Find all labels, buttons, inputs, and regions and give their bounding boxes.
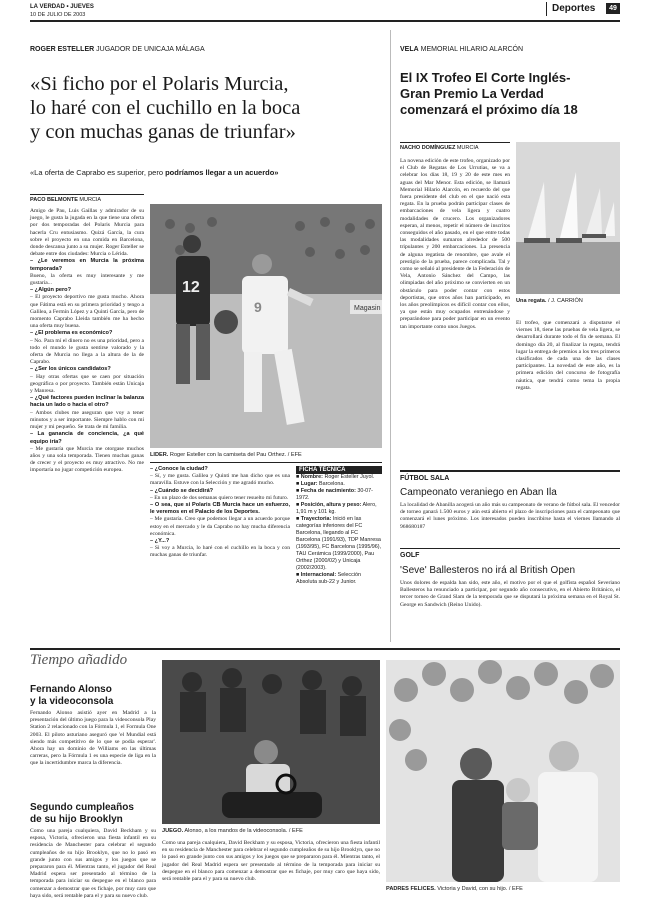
ficha-value: Alero, 1,91 m y 101 kg. [296,502,377,515]
beckham-text-1: Como una pareja cualquiera, David Beckham y su esposa, Victoria, ofrecieron una fiesta infantil en su residencia de Manchester para celebrar el segundo cumpleaños de su hijo Brooklyn, que no lo pasó en grande junto con sus amigos y los juegos que se prepararon para él. Mientras tanto, el jugador del Real Madrid espera ser presentado al término de la temporada para iniciar su despegue en el blanco para comenzar a demostrar que es fichaje, por muy caro que haya sido, será rentable para el y para su nuevo club. [30,828,156,899]
question: – ¿El problema es económico? [30,330,113,337]
videoconsole-photo [162,660,380,824]
deck-text: «La oferta de Caprabo es superior, pero [30,168,166,177]
paragraph: – Sí, y me gusta. Galilea y Quinti me han dicho que es una maravilla. Estuve con la Selección y me agradó mucho. [150,473,290,487]
headline-line: Fernando Alonso [30,684,112,695]
futbol-section: FÚTBOL SALA [400,475,450,482]
ficha-label: Internacional: [300,572,337,578]
golf-section: GOLF [400,552,420,559]
left-deck [30,168,278,177]
question: – ¿Cuándo se decidirá? [150,487,214,494]
vela-column-1: La novena edición de este trofeo, organizado por el Club de Regatas de Los Urrutias, se va a celebrar los días 18, 19 y 20 de este mes en aguas del Mar Menor. Esta edición, se llamará Memorial Hilario Alarcón, en recuerdo del que fuera presidente del club en el que nació esta regata. En la prueba podrán participar clases de embarcaciones de vela ligera y cuatro modalidades de crucero. Los organizadores esperan, al menos, repetir el número de inscritos conseguidos el año pasado, en el que entre todas las modalidades sumaron alrededor de 500 tripulantes y 200 embarcaciones. La presencia de alguna regatista de renombre, que avale el prestigio de la prueba, parece complicada. Tal y como se señaló al presidente de la Federación de Vela, Antonio Sánchez del Campo, las olimpiadas del año próximo se convierten en un obstáculo para poder contar con estos deportistas, que otros años han participado, en los años preolímpicos es difícil contar con ellos, ya que están muy ocupados entrenándose y preparándose para poder participar en un evento tan importante como unos Juegos. [400,158,510,330]
ficha-row: ■ Trayectoria: Inició en las categorías inferiores del FC Barcelona, llegando al FC Barcelona (1991/93), TDP Manresa (1993/95), FC Barcelona (1995/96), TAU Cerámica (1999/2000), Pau Orthez (2000/02) y Unicaja (2002/2003). [296,516,382,571]
futbol-headline: Campeonato veraniego en Aban Ila [400,487,557,498]
regatta-photo-art [516,142,620,294]
question: – ¿Le veremos en Murcia la próxima temporada? [30,258,144,272]
beckham-photo-art [386,660,620,882]
alonso-headline [30,684,156,708]
ficha-value: Inició en las categorías inferiores del FC Barcelona, llegando al FC Barcelona (1991/93), TDP Manresa (1993/95), FC Barcelona (1995/96), TAU Cerámica (1999/2000), Pau Orthez (2000/02) y Unicaja (2002/2003). [296,516,382,571]
right-headline [400,70,628,118]
ficha-row: ■ Nombre: Roger Esteller Juyol. [296,474,375,480]
headline-line: El IX Trofeo El Corte Inglés- [400,70,571,85]
kicker-name: VELA [400,46,419,53]
svg-text:12: 12 [182,279,200,296]
headline-line: Segundo cumpleaños [30,802,134,813]
regatta-caption [516,298,620,305]
page-number: 49 [606,3,620,14]
ficha-label: Nombre: [300,474,323,480]
headline-line: y la videoconsola [30,696,114,707]
basketball-photo [150,204,382,448]
headline-line: y con muchas ganas de triunfar» [30,121,296,143]
byline-place: MURCIA [456,145,479,151]
paragraph: Amigo de Pau, Luis Gaillas y admirador de su juego, le gusta la jugada en la que tiene una oferta por dos temporadas del Polaris Murcia para hacerla Cru entusiasmo. Quizá García, la cura sobre el proyecto en una comida en Barcelona, donde descansa junto a su mujer. Roger Esteller se debate entre dos ciudades: Murcia o Lérida. [30,208,144,258]
question: – O sea, que si Polaris CB Murcia hace un esfuerzo, le veremos en el Palacio de los Deportes. [150,502,290,516]
kicker-description: JUGADOR DE UNICAJA MÁLAGA [96,46,205,53]
regatta-photo [516,142,620,294]
paragraph: – Si voy a Murcia, lo haré con el cuchillo en la boca y con muchas ganas de triunfar. [150,545,290,559]
paragraph: – No. Para mí el dinero no es una prioridad, pero a todo el mundo le gusta sentirse valorado y la oferta de Murcia no llega a la altura de la de Caprabo. [30,337,144,366]
paragraph: – El proyecto deportivo me gusta mucho. Ahora que Fátima está en su primera prioridad y tengo a Galilea, a Fermín López y a Quinti García, pero de momento Caprabo Lleida también me ha hecho una oferta muy buena. [30,294,144,330]
left-headline [30,72,400,144]
futbol-text: La localidad de Abanilla acogerá un año más su campeonato de verano de fútbol sala. El vencedor de torneo ganará 1.500 euros y aún está abierto el plazo de inscripciones para el campeonato que comenzará el lunes próximo. Los interesados pueden inscribirse hasta el viernes llamando al 968680187 [400,502,620,530]
caption-text: Alonso, a los mandos de la videoconsola. / EFE [184,828,303,834]
ficha-value: Roger Esteller Juyol. [324,474,375,480]
headline-line: comenzará el próximo día 18 [400,102,578,117]
futbol-rule [400,470,620,472]
newspaper-name: LA VERDAD • JUEVES [30,4,94,10]
ficha-label: Lugar: [300,481,318,487]
ficha-label: Trayectoria: [300,516,332,522]
left-byline [30,197,101,203]
beckham-caption [386,886,620,893]
question: – ¿Algún pero? [30,287,72,294]
right-byline [400,145,479,151]
paragraph: – Hay otras ofertas que se caen por situación geográfica o por proyecto. También están Unicaja y Manresa. [30,373,144,395]
headline-line: Gran Premio La Verdad [400,86,544,101]
byline-rule [30,194,144,195]
golf-text: Unos dolores de espalda han sido, este año, el motivo por el que el golfista español Severiano Ballesteros ha renunciado a participar, por segundo año consecutivo, en el Abierto Británico, el tercer torneo de Grand Slam de la temporada que se disputará la próxima semana en el Royal St. George en Sandwich (Reino Unido). [400,580,620,608]
alonso-text: Fernando Alonso asistió ayer en Madrid a la presentación del último juego para la videoconsola Play Station 2 relacionado con la Fórmula 1, el Formula One 2003. El piloto asturiano aseguró que 'el Mundial está siendo más competitivo de lo que se podía esperar'. Ahora hay un dominio de Williams en las últimas carreras, pero la Fórmula 1 es una especie de liga en la que la incertidumbre marca la diferencia. [30,710,156,767]
headline-line: de su hijo Brooklyn [30,814,123,825]
left-column-2 [150,466,290,636]
paragraph: – Me gustaría que Murcia me otorgase muchos años y una sola temporada. Tienen muchas ganas de crecer y el proyecto es muy atractivo. No me importaría no jugar competición europea. [30,445,144,474]
paragraph: – En un plazo de dos semanas quiero tener resuelto mi futuro. [150,494,289,501]
ficha-tecnica [296,466,382,636]
byline-place: MURCIA [79,197,102,203]
question: – ¿Ser los únicos candidatos? [30,366,111,373]
beckham-headline [30,802,156,826]
ficha-value: Barcelona. [319,481,345,487]
caption-label: PADRES FELICES. [386,886,436,892]
right-kicker [400,46,523,53]
caption-label: Una regata. [516,298,547,304]
basketball-photo-art [150,204,382,448]
question: – ¿Qué factores pueden inclinar la balanza hacia un lado o hacia el otro? [30,395,144,409]
tiempo-title: Tiempo añadido [30,652,128,668]
ficha-row: ■ Internacional: Selección Absoluta sub-22 y Junior. [296,572,361,585]
ficha-row: ■ Posición, altura y peso: Alero, 1,91 m y 101 kg. [296,502,377,515]
ficha-row: ■ Fecha de nacimiento: 30-07-1972. [296,488,373,501]
ficha-value: Selección Absoluta sub-22 y Junior. [296,572,361,585]
left-kicker [30,46,205,53]
question: – La ganancia de conciencia, ¿a qué equipo iría? [30,431,144,445]
caption-text: Victoria y David, con su hijo. / EFE [437,886,523,892]
paragraph: Bueno, la oferta es muy interesante y me gustaría... [30,272,144,287]
beckham-text-2: Como una pareja cualquiera, David Beckham y su esposa, Victoria, ofrecieron una fiesta infantil en su residencia de Manchester para celebrar el segundo cumpleaños de su hijo Brooklyn, que no lo pasó en grande junto con sus amigos y los juegos que se prepararon para él. Mientras tanto, el jugador del Real Madrid espera ser presentado al término de la temporada para iniciar su despegue en el blanco para comenzar a demostrar que es fichaje, por muy caro que haya sido, será rentable para el y para su nuevo club. [162,840,380,883]
basketball-caption [150,452,382,459]
beckham-family-photo [386,660,620,882]
caption-rule [150,462,382,463]
headline-line: lo haré con el cuchillo en la boca [30,97,301,119]
section-name: Deportes [552,3,596,14]
golf-rule [400,548,620,549]
golf-headline: 'Seve' Ballesteros no irá al British Open [400,565,576,576]
videoconsole-caption [162,828,380,835]
svg-text:9: 9 [254,299,262,315]
caption-label: LIDER. [150,452,169,458]
headline-line: «Si ficho por el Polaris Murcia, [30,73,289,95]
kicker-description: MEMORIAL HILARIO ALARCÓN [420,46,524,53]
question: – ¿Y...? [150,538,170,545]
videoconsole-photo-art [162,660,380,824]
svg-text:Magasin: Magasin [354,305,381,312]
vela-column-2: El trofeo, que comenzará a disputarse el viernes 18, tiene las pruebas de vela ligera, se desarrollará durante todo el fin de semana. El domingo día 20, al finalizar la regata, tendrá lugar la entrega de premios a los tres primeros clasificados de cada una de las clases participantes. La novedad de este año, es la primera edición del concurso de fotografía náutica, que tendrá como tema la propia regata. [516,320,620,391]
tiempo-rule [30,648,620,650]
paragraph: – Ambos clubes me aseguran que voy a tener minutos y a ser importante. Siempre hablo con mi mujer y mi pequeño. Se trata de mi familia. [30,409,144,431]
ficha-title: FICHA TÉCNICA [296,466,382,474]
ficha-label: Posición, altura y peso: [300,502,362,508]
byline-name: NACHO DOMÍNGUEZ [400,145,456,151]
deck-bold: podríamos llegar a un acuerdo» [165,168,279,177]
left-column-1 [30,208,144,642]
kicker-name: ROGER ESTELLER [30,46,95,53]
header-rule [30,20,620,22]
column-divider [390,30,391,642]
caption-label: JUEGO. [162,828,184,834]
byline-rule [400,142,510,143]
caption-text: Roger Esteller con la camiseta del Pau Orthez. / EFE [169,452,302,458]
ficha-row: ■ Lugar: Barcelona. [296,481,345,487]
paragraph: – Me gustaría. Creo que podemos llegar a un acuerdo porque estoy en el mercado y le da Caprabo no hay mucha diferencia económica. [150,516,290,537]
question: – ¿Conoce la ciudad? [150,466,208,472]
header-divider [546,2,547,16]
caption-text: / J. CARRIÓN [548,298,583,304]
ficha-label: Fecha de nacimiento: [300,488,356,494]
ficha-value: 30-07-1972. [296,488,373,501]
issue-date: 10 DE JULIO DE 2003 [30,12,86,18]
byline-name: PACO BELMONTE [30,197,78,203]
